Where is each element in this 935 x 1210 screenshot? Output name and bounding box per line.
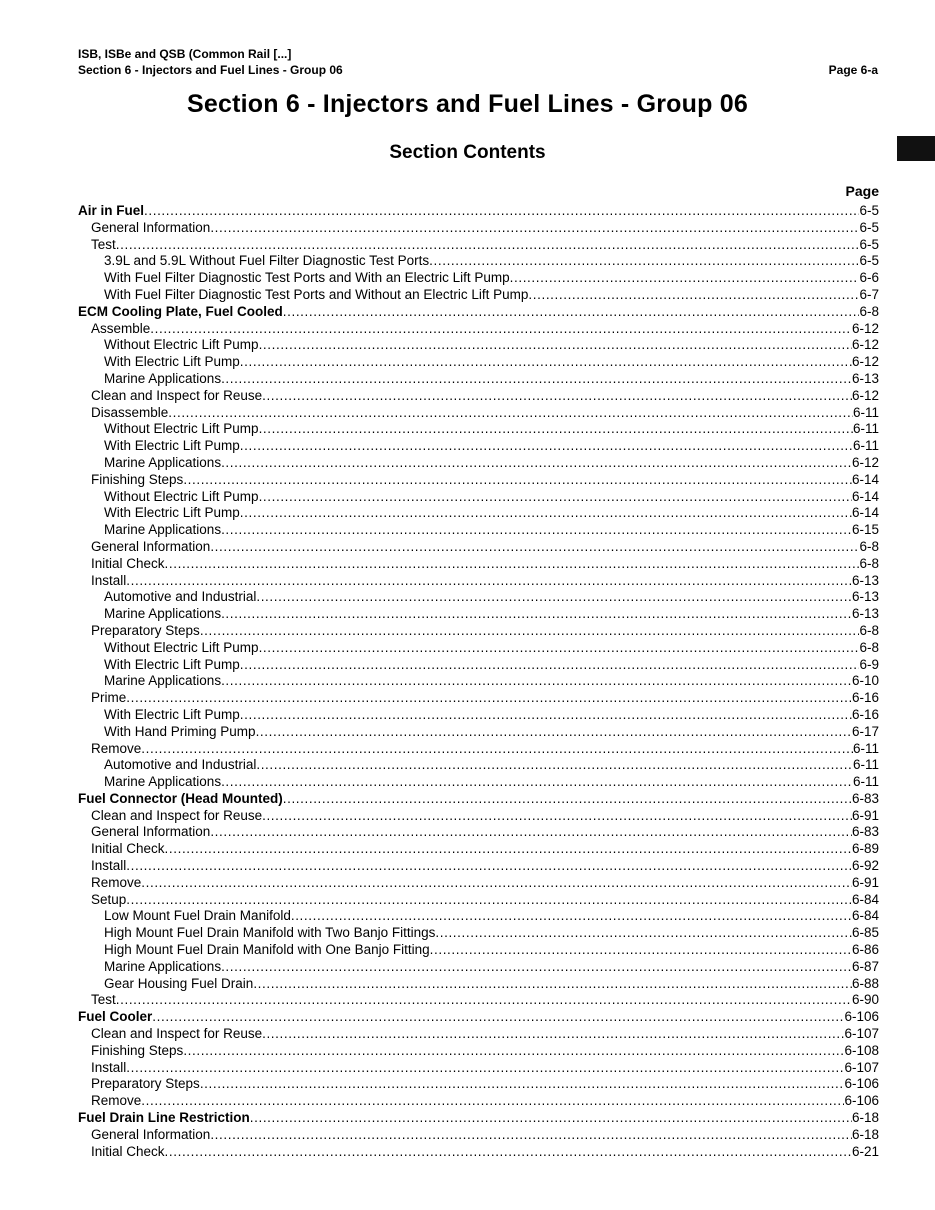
toc-leader-dots (262, 808, 852, 825)
toc-entry[interactable] (78, 337, 879, 354)
toc-entry-page: 6-86 (851, 942, 879, 958)
toc-entry-page: 6-21 (851, 1143, 879, 1159)
toc-entry[interactable] (78, 724, 879, 741)
toc-entry-label: General Information (91, 824, 211, 840)
toc-entry[interactable] (78, 640, 879, 657)
toc-leader-dots (126, 858, 852, 875)
toc-leader-dots (221, 455, 852, 472)
toc-leader-dots (210, 1127, 852, 1144)
toc-leader-dots (259, 421, 853, 438)
toc-entry-label: Disassemble (91, 404, 169, 420)
toc-entry[interactable] (78, 1127, 879, 1144)
toc-entry-label: With Electric Lift Pump (104, 438, 240, 454)
toc-entry[interactable] (78, 539, 879, 556)
toc-entry[interactable] (78, 925, 879, 942)
toc-entry-page: 6-5 (859, 253, 879, 269)
toc-leader-dots (429, 253, 859, 270)
toc-entry[interactable] (78, 287, 879, 304)
toc-entry[interactable] (78, 1060, 879, 1077)
toc-entry-label: With Electric Lift Pump (104, 706, 240, 722)
toc-entry[interactable] (78, 253, 879, 270)
toc-leader-dots (256, 757, 853, 774)
toc-entry-label: Low Mount Fuel Drain Manifold (104, 908, 291, 924)
toc-entry-label: Initial Check (91, 1143, 165, 1159)
toc-entry-label: Without Electric Lift Pump (104, 488, 259, 504)
toc-entry[interactable] (78, 690, 879, 707)
page-column-label: Page (845, 183, 879, 199)
toc-entry[interactable] (78, 892, 879, 909)
toc-leader-dots (152, 1009, 844, 1026)
toc-entry[interactable] (78, 1076, 879, 1093)
toc-entry-page: 6-11 (852, 421, 879, 437)
toc-entry[interactable] (78, 1144, 879, 1161)
toc-leader-dots (240, 354, 852, 371)
toc-leader-dots (116, 992, 852, 1009)
toc-leader-dots (200, 623, 860, 640)
toc-entry[interactable] (78, 808, 879, 825)
section-tab-marker (897, 136, 935, 161)
toc-leader-dots (240, 438, 853, 455)
toc-entry-page: 6-13 (851, 572, 879, 588)
toc-entry-page: 6-9 (859, 656, 879, 672)
toc-entry-label: Setup (91, 891, 127, 907)
toc-entry-label: Prime (91, 690, 127, 706)
toc-entry[interactable] (78, 522, 879, 539)
header-section-title: Section 6 - Injectors and Fuel Lines - Group 06 (78, 63, 343, 77)
toc-entry[interactable] (78, 489, 879, 506)
toc-entry-page: 6-14 (851, 488, 879, 504)
toc-entry-page: 6-18 (851, 1126, 879, 1142)
toc-entry-page: 6-16 (851, 706, 879, 722)
toc-entry-label: Air in Fuel (78, 203, 145, 218)
toc-entry[interactable] (78, 824, 879, 841)
toc-leader-dots (221, 774, 853, 791)
toc-entry[interactable] (78, 237, 879, 254)
toc-entry-label: With Electric Lift Pump (104, 656, 240, 672)
toc-entry[interactable] (78, 791, 879, 808)
toc-entry[interactable] (78, 1009, 879, 1026)
toc-entry-page: 6-11 (852, 740, 879, 756)
toc-leader-dots (210, 824, 852, 841)
toc-entry-page: 6-8 (859, 622, 879, 638)
toc-entry-page: 6-14 (851, 471, 879, 487)
toc-entry-page: 6-11 (852, 774, 879, 790)
toc-entry[interactable] (78, 472, 879, 489)
toc-entry-page: 6-83 (851, 790, 879, 806)
table-of-contents (78, 203, 879, 1160)
toc-entry-page: 6-18 (851, 1110, 879, 1126)
toc-leader-dots (141, 741, 853, 758)
toc-entry-label: General Information (91, 1126, 211, 1142)
toc-entry-page: 6-11 (852, 757, 879, 773)
toc-entry-label: Initial Check (91, 555, 165, 571)
toc-entry[interactable] (78, 220, 879, 237)
toc-leader-dots (221, 371, 852, 388)
toc-entry-label: Automotive and Industrial (104, 589, 257, 605)
toc-entry-label: With Hand Priming Pump (104, 723, 256, 739)
toc-leader-dots (210, 539, 859, 556)
toc-leader-dots (528, 287, 859, 304)
toc-entry-label: High Mount Fuel Drain Manifold with One Banjo Fitting (104, 942, 430, 958)
toc-entry[interactable] (78, 673, 879, 690)
toc-leader-dots (165, 1144, 852, 1161)
toc-entry-label: With Electric Lift Pump (104, 354, 240, 370)
toc-entry-page: 6-84 (851, 908, 879, 924)
toc-entry[interactable] (78, 354, 879, 371)
toc-entry-page: 6-12 (851, 387, 879, 403)
toc-entry-label: Without Electric Lift Pump (104, 639, 259, 655)
toc-leader-dots (291, 908, 852, 925)
toc-entry-page: 6-106 (844, 1093, 879, 1109)
toc-entry[interactable] (78, 505, 879, 522)
toc-leader-dots (141, 875, 852, 892)
toc-entry[interactable] (78, 741, 879, 758)
toc-entry-page: 6-13 (851, 370, 879, 386)
toc-leader-dots (283, 791, 852, 808)
toc-entry-label: Test (91, 992, 116, 1008)
toc-entry-page: 6-11 (852, 404, 879, 420)
toc-leader-dots (250, 1110, 852, 1127)
toc-entry-label: Marine Applications (104, 522, 222, 538)
toc-entry[interactable] (78, 858, 879, 875)
toc-entry[interactable] (78, 421, 879, 438)
toc-leader-dots (221, 959, 852, 976)
toc-entry-page: 6-108 (844, 1042, 879, 1058)
toc-entry-page: 6-15 (851, 522, 879, 538)
toc-leader-dots (240, 707, 852, 724)
toc-entry-label: Initial Check (91, 841, 165, 857)
toc-entry-page: 6-5 (859, 219, 879, 235)
toc-entry-page: 6-88 (851, 975, 879, 991)
running-header (78, 46, 343, 78)
toc-leader-dots (126, 1060, 844, 1077)
toc-entry[interactable] (78, 405, 879, 422)
toc-entry-label: Marine Applications (104, 454, 222, 470)
toc-leader-dots (116, 237, 860, 254)
toc-leader-dots (126, 573, 852, 590)
toc-entry[interactable] (78, 371, 879, 388)
toc-entry-page: 6-85 (851, 925, 879, 941)
toc-entry-page: 6-13 (851, 606, 879, 622)
toc-entry-page: 6-106 (844, 1076, 879, 1092)
toc-entry[interactable] (78, 992, 879, 1009)
toc-entry-label: Gear Housing Fuel Drain (104, 975, 254, 991)
toc-leader-dots (221, 606, 852, 623)
toc-entry[interactable] (78, 757, 879, 774)
toc-entry-page: 6-12 (851, 354, 879, 370)
toc-entry-page: 6-12 (851, 337, 879, 353)
toc-entry-label: General Information (91, 538, 211, 554)
toc-entry[interactable] (78, 841, 879, 858)
toc-entry[interactable] (78, 1093, 879, 1110)
toc-entry-page: 6-89 (851, 841, 879, 857)
toc-entry-label: Marine Applications (104, 673, 222, 689)
toc-entry-page: 6-91 (851, 807, 879, 823)
toc-leader-dots (256, 589, 852, 606)
toc-leader-dots (126, 690, 852, 707)
toc-leader-dots (165, 556, 860, 573)
toc-entry-page: 6-8 (859, 639, 879, 655)
toc-leader-dots (259, 489, 852, 506)
toc-entry-page: 6-91 (851, 874, 879, 890)
toc-entry[interactable] (78, 438, 879, 455)
toc-leader-dots (165, 841, 852, 858)
toc-leader-dots (259, 337, 852, 354)
toc-entry[interactable] (78, 304, 879, 321)
toc-entry-label: Install (91, 858, 127, 874)
toc-entry[interactable] (78, 707, 879, 724)
toc-entry[interactable] (78, 321, 879, 338)
toc-entry-page: 6-12 (851, 454, 879, 470)
toc-entry-label: 3.9L and 5.9L Without Fuel Filter Diagnostic Test Ports (104, 253, 430, 269)
toc-entry[interactable] (78, 270, 879, 287)
toc-entry-label: Test (91, 236, 116, 252)
toc-entry-label: Finishing Steps (91, 471, 184, 487)
toc-entry[interactable] (78, 1110, 879, 1127)
toc-entry-page: 6-16 (851, 690, 879, 706)
toc-entry-label: Finishing Steps (91, 1042, 184, 1058)
toc-entry[interactable] (78, 573, 879, 590)
toc-entry[interactable] (78, 1026, 879, 1043)
toc-entry[interactable] (78, 589, 879, 606)
header-page-number: Page 6-a (828, 63, 878, 77)
toc-entry-page: 6-107 (844, 1026, 879, 1042)
toc-entry-page: 6-14 (851, 505, 879, 521)
toc-entry-label: With Electric Lift Pump (104, 505, 240, 521)
toc-entry[interactable] (78, 942, 879, 959)
toc-entry-label: With Fuel Filter Diagnostic Test Ports and Without an Electric Lift Pump (104, 286, 529, 302)
toc-entry[interactable] (78, 959, 879, 976)
toc-entry-label: Fuel Cooler (78, 1009, 153, 1025)
toc-entry-label: Marine Applications (104, 606, 222, 622)
toc-leader-dots (126, 892, 852, 909)
toc-entry-page: 6-5 (859, 203, 879, 218)
toc-entry-label: Without Electric Lift Pump (104, 421, 259, 437)
toc-entry-label: Clean and Inspect for Reuse (91, 1026, 263, 1042)
toc-leader-dots (262, 388, 852, 405)
toc-entry-page: 6-92 (851, 858, 879, 874)
toc-entry-label: Marine Applications (104, 958, 222, 974)
toc-leader-dots (253, 976, 852, 993)
toc-entry[interactable] (78, 388, 879, 405)
toc-entry-page: 6-106 (844, 1009, 879, 1025)
toc-entry-label: ECM Cooling Plate, Fuel Cooled (78, 303, 283, 319)
toc-entry[interactable] (78, 1043, 879, 1060)
toc-entry-label: Preparatory Steps (91, 622, 200, 638)
toc-entry-label: Automotive and Industrial (104, 757, 257, 773)
toc-leader-dots (259, 640, 860, 657)
toc-entry-label: Clean and Inspect for Reuse (91, 807, 263, 823)
toc-entry-label: Preparatory Steps (91, 1076, 200, 1092)
toc-entry[interactable] (78, 976, 879, 993)
toc-entry-page: 6-90 (851, 992, 879, 1008)
toc-leader-dots (435, 925, 852, 942)
toc-entry-label: Install (91, 1059, 127, 1075)
toc-entry[interactable] (78, 774, 879, 791)
toc-leader-dots (283, 304, 860, 321)
toc-entry-label: Fuel Connector (Head Mounted) (78, 790, 283, 806)
toc-entry-label: Install (91, 572, 127, 588)
toc-entry-page: 6-107 (844, 1059, 879, 1075)
toc-entry[interactable] (78, 606, 879, 623)
toc-leader-dots (144, 203, 859, 220)
toc-entry-label: High Mount Fuel Drain Manifold with Two Banjo Fittings (104, 925, 436, 941)
toc-entry-page: 6-84 (851, 891, 879, 907)
toc-leader-dots (221, 522, 852, 539)
toc-entry-page: 6-6 (859, 270, 879, 286)
toc-entry-page: 6-12 (851, 320, 879, 336)
toc-entry-page: 6-5 (859, 236, 879, 252)
toc-entry-page: 6-17 (851, 723, 879, 739)
toc-entry-page: 6-10 (851, 673, 879, 689)
toc-leader-dots (430, 942, 852, 959)
toc-leader-dots (210, 220, 859, 237)
toc-entry[interactable] (78, 875, 879, 892)
toc-entry-label: With Fuel Filter Diagnostic Test Ports and With an Electric Lift Pump (104, 270, 510, 286)
toc-leader-dots (221, 673, 852, 690)
toc-entry-page: 6-8 (859, 303, 879, 319)
toc-entry-page: 6-8 (859, 538, 879, 554)
toc-entry-label: Assemble (91, 320, 151, 336)
toc-entry-label: Clean and Inspect for Reuse (91, 387, 263, 403)
toc-entry-label: Marine Applications (104, 370, 222, 386)
toc-leader-dots (240, 505, 852, 522)
toc-entry[interactable] (78, 203, 879, 220)
toc-entry-page: 6-8 (859, 555, 879, 571)
toc-entry[interactable] (78, 455, 879, 472)
toc-entry-page: 6-11 (852, 438, 879, 454)
toc-entry-page: 6-7 (859, 286, 879, 302)
toc-entry[interactable] (78, 657, 879, 674)
toc-leader-dots (240, 657, 860, 674)
toc-entry-label: Remove (91, 874, 142, 890)
toc-entry-page: 6-87 (851, 958, 879, 974)
page-title: Section 6 - Injectors and Fuel Lines - Group 06 (187, 90, 748, 118)
toc-leader-dots (141, 1093, 844, 1110)
toc-entry[interactable] (78, 556, 879, 573)
header-manual-title: ISB, ISBe and QSB (Common Rail [...] (78, 47, 292, 61)
toc-entry-label: Remove (91, 1093, 142, 1109)
toc-leader-dots (256, 724, 852, 741)
toc-entry[interactable] (78, 908, 879, 925)
toc-leader-dots (183, 472, 852, 489)
page-subtitle: Section Contents (389, 142, 546, 163)
toc-entry-label: Fuel Drain Line Restriction (78, 1110, 250, 1126)
toc-entry-label: Remove (91, 740, 142, 756)
toc-leader-dots (510, 270, 860, 287)
toc-entry-page: 6-83 (851, 824, 879, 840)
toc-leader-dots (183, 1043, 844, 1060)
toc-entry-label: Without Electric Lift Pump (104, 337, 259, 353)
toc-leader-dots (150, 321, 852, 338)
toc-entry-label: General Information (91, 219, 211, 235)
toc-entry-page: 6-13 (851, 589, 879, 605)
toc-leader-dots (262, 1026, 844, 1043)
toc-leader-dots (168, 405, 853, 422)
toc-entry[interactable] (78, 623, 879, 640)
toc-entry-label: Marine Applications (104, 774, 222, 790)
toc-leader-dots (200, 1076, 845, 1093)
